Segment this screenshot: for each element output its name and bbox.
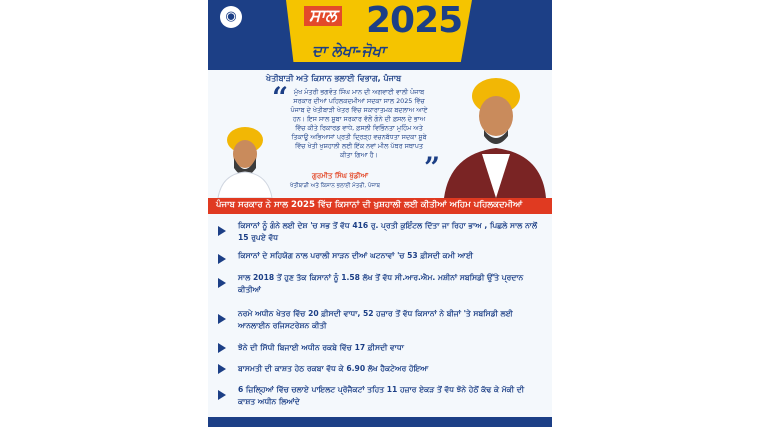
list-item-text: ਕਿਸਾਨਾਂ ਦੇ ਸਹਿਯੋਗ ਨਾਲ ਪਰਾਲੀ ਸਾੜਨ ਦੀਆਂ ਘਟਨਾਵਾਂ 'ਚ 53 ਫ਼ੀਸਦੀ ਕਮੀ ਆਈ [238, 251, 474, 260]
bullet-triangle-icon [218, 278, 226, 288]
minister-name: ਗੁਰਮੀਤ ਸਿੰਘ ਖੁੱਡੀਆਂ [312, 172, 369, 180]
list-item-text: ਕਿਸਾਨਾਂ ਨੂੰ ਗੰਨੇ ਲਈ ਦੇਸ਼ 'ਚ ਸਭ ਤੋਂ ਵੱਧ 416 ਰੁ. ਪ੍ਰਤੀ ਕੁਇੰਟਲ ਦਿੱਤਾ ਜਾ ਰਿਹਾ ਭਾਅ , ਪਿਛਲੇ ਸਾਲ ਨਾਲੋਂ 15 ਰੁਪਏ ਵੱਧ [238, 221, 538, 242]
footer-band [208, 417, 552, 427]
chief-minister-photo [438, 74, 546, 198]
subtitle: ਦਾ ਲੇਖਾ-ਜੋਖਾ [312, 42, 386, 60]
bullet-triangle-icon [218, 390, 226, 400]
bullet-triangle-icon [218, 343, 226, 353]
quote-text: ਮੁੱਖ ਮੰਤਰੀ ਭਗਵੰਤ ਸਿੰਘ ਮਾਨ ਦੀ ਅਗਵਾਈ ਵਾਲੀ ਪੰਜਾਬ ਸਰਕਾਰ ਦੀਆਂ ਪਹਿਲਕਦਮੀਆਂ ਸਦਕਾ ਸਾਲ 2025 ਵਿੱਚ ਪੰਜਾਬ ਦੇ ਖੇਤੀਬਾੜੀ ਖੇਤਰ ਵਿੱਚ ਸਕਾਰਾਤਮਕ ਬਦਲਾਅ ਆਏ ਹਨ। ਇਸ ਸਾਲ ਸੂਬਾ ਸਰਕਾਰ ਵੱਲੋਂ ਗੰਨੇ ਦੀ ਫ਼ਸਲ ਦੇ ਭਾਅ ਵਿੱਚ ਕੀਤੇ ਰਿਕਾਰਡ ਵਾਧੇ, ਫ਼ਸਲੀ ਵਿਭਿੰਨਤਾ ਮੁਹਿੰਮ ਅਤੇ ਤਿਕਾਊ ਅਭਿਆਸਾਂ ਪ੍ਰਤੀ ਦ੍ਰਿੜ੍ਹ ਵਚਨਬੱਧਤਾ ਸਦਕਾ ਸੂਬੇ ਵਿੱਚ ਖੇਤੀ ਖੁਸ਼ਹਾਲੀ ਲਈ ਇੱਕ ਨਵਾਂ ਮੀਲ ਪੱਥਰ ਸਥਾਪਤ ਕੀਤਾ ਗਿਆ ਹੈ। [290, 88, 428, 159]
bullet-triangle-icon [218, 364, 226, 374]
initiatives-heading: ਪੰਜਾਬ ਸਰਕਾਰ ਨੇ ਸਾਲ 2025 ਵਿੱਚ ਕਿਸਾਨਾਂ ਦੀ ਖੁਸ਼ਹਾਲੀ ਲਈ ਕੀਤੀਆਂ ਅਹਿਮ ਪਹਿਲਕਦਮੀਆਂ [216, 200, 523, 210]
year-number: 2025 [366, 0, 463, 41]
minister-photo [214, 118, 276, 198]
state-emblem-icon: ◉ [220, 6, 242, 28]
list-item-text: ਸਾਲ 2018 ਤੋਂ ਹੁਣ ਤੱਕ ਕਿਸਾਨਾਂ ਨੂੰ 1.58 ਲੱਖ ਤੋਂ ਵੱਧ ਸੀ.ਆਰ.ਐਮ. ਮਸ਼ੀਨਾਂ ਸਬਸਿਡੀ ਉੱਤੇ ਪ੍ਰਦਾਨ ਕੀਤੀਆਂ [238, 273, 524, 294]
bullet-triangle-icon [218, 226, 226, 236]
list-item-text: ਝੋਨੇ ਦੀ ਸਿੱਧੀ ਬਿਜਾਈ ਅਧੀਨ ਰਕਬੇ ਵਿੱਚ 17 ਫ਼ੀਸਦੀ ਵਾਧਾ [238, 343, 404, 352]
poster [208, 0, 552, 427]
list-item-text: 6 ਜ਼ਿਲ੍ਹਿਆਂ ਵਿੱਚ ਚਲਾਏ ਪਾਇਲਟ ਪ੍ਰੋਜੈਕਟਾਂ ਤਹਿਤ 11 ਹਜ਼ਾਰ ਏਕੜ ਤੋਂ ਵੱਧ ਝੋਨੇ ਹੇਠੋਂ ਕੱਢ ਕੇ ਮੱਕੀ ਦੀ ਕਾਸ਼ਤ ਅਧੀਨ ਲਿਆਂਦੇ [238, 385, 525, 406]
list-item-text: ਬਾਸਮਤੀ ਦੀ ਕਾਸ਼ਤ ਹੇਠ ਰਕਬਾ ਵੱਧ ਕੇ 6.90 ਲੱਖ ਹੈਕਟੇਅਰ ਹੋਇਆ [238, 364, 429, 373]
quote-open-mark: “ [272, 81, 289, 114]
list-item-text: ਨਰਮੇ ਅਧੀਨ ਖੇਤਰ ਵਿੱਚ 20 ਫ਼ੀਸਦੀ ਵਾਧਾ, 52 ਹਜ਼ਾਰ ਤੋਂ ਵੱਧ ਕਿਸਾਨਾਂ ਨੇ ਬੀਜਾਂ 'ਤੇ ਸਬਸਿਡੀ ਲਈ ਆਨਲਾਈਨ ਰਜਿਸਟਰੇਸ਼ਨ ਕੀਤੀ [238, 309, 513, 330]
minister-title: ਖੇਤੀਬਾੜੀ ਅਤੇ ਕਿਸਾਨ ਭਲਾਈ ਮੰਤਰੀ, ਪੰਜਾਬ [290, 183, 380, 189]
bullet-triangle-icon [218, 254, 226, 264]
bullet-triangle-icon [218, 314, 226, 324]
department-name: ਖੇਤੀਬਾੜੀ ਅਤੇ ਕਿਸਾਨ ਭਲਾਈ ਵਿਭਾਗ, ਪੰਜਾਬ [266, 74, 402, 83]
title-word: ਸਾਲ [304, 6, 342, 26]
quote-close-mark: ” [424, 151, 441, 184]
